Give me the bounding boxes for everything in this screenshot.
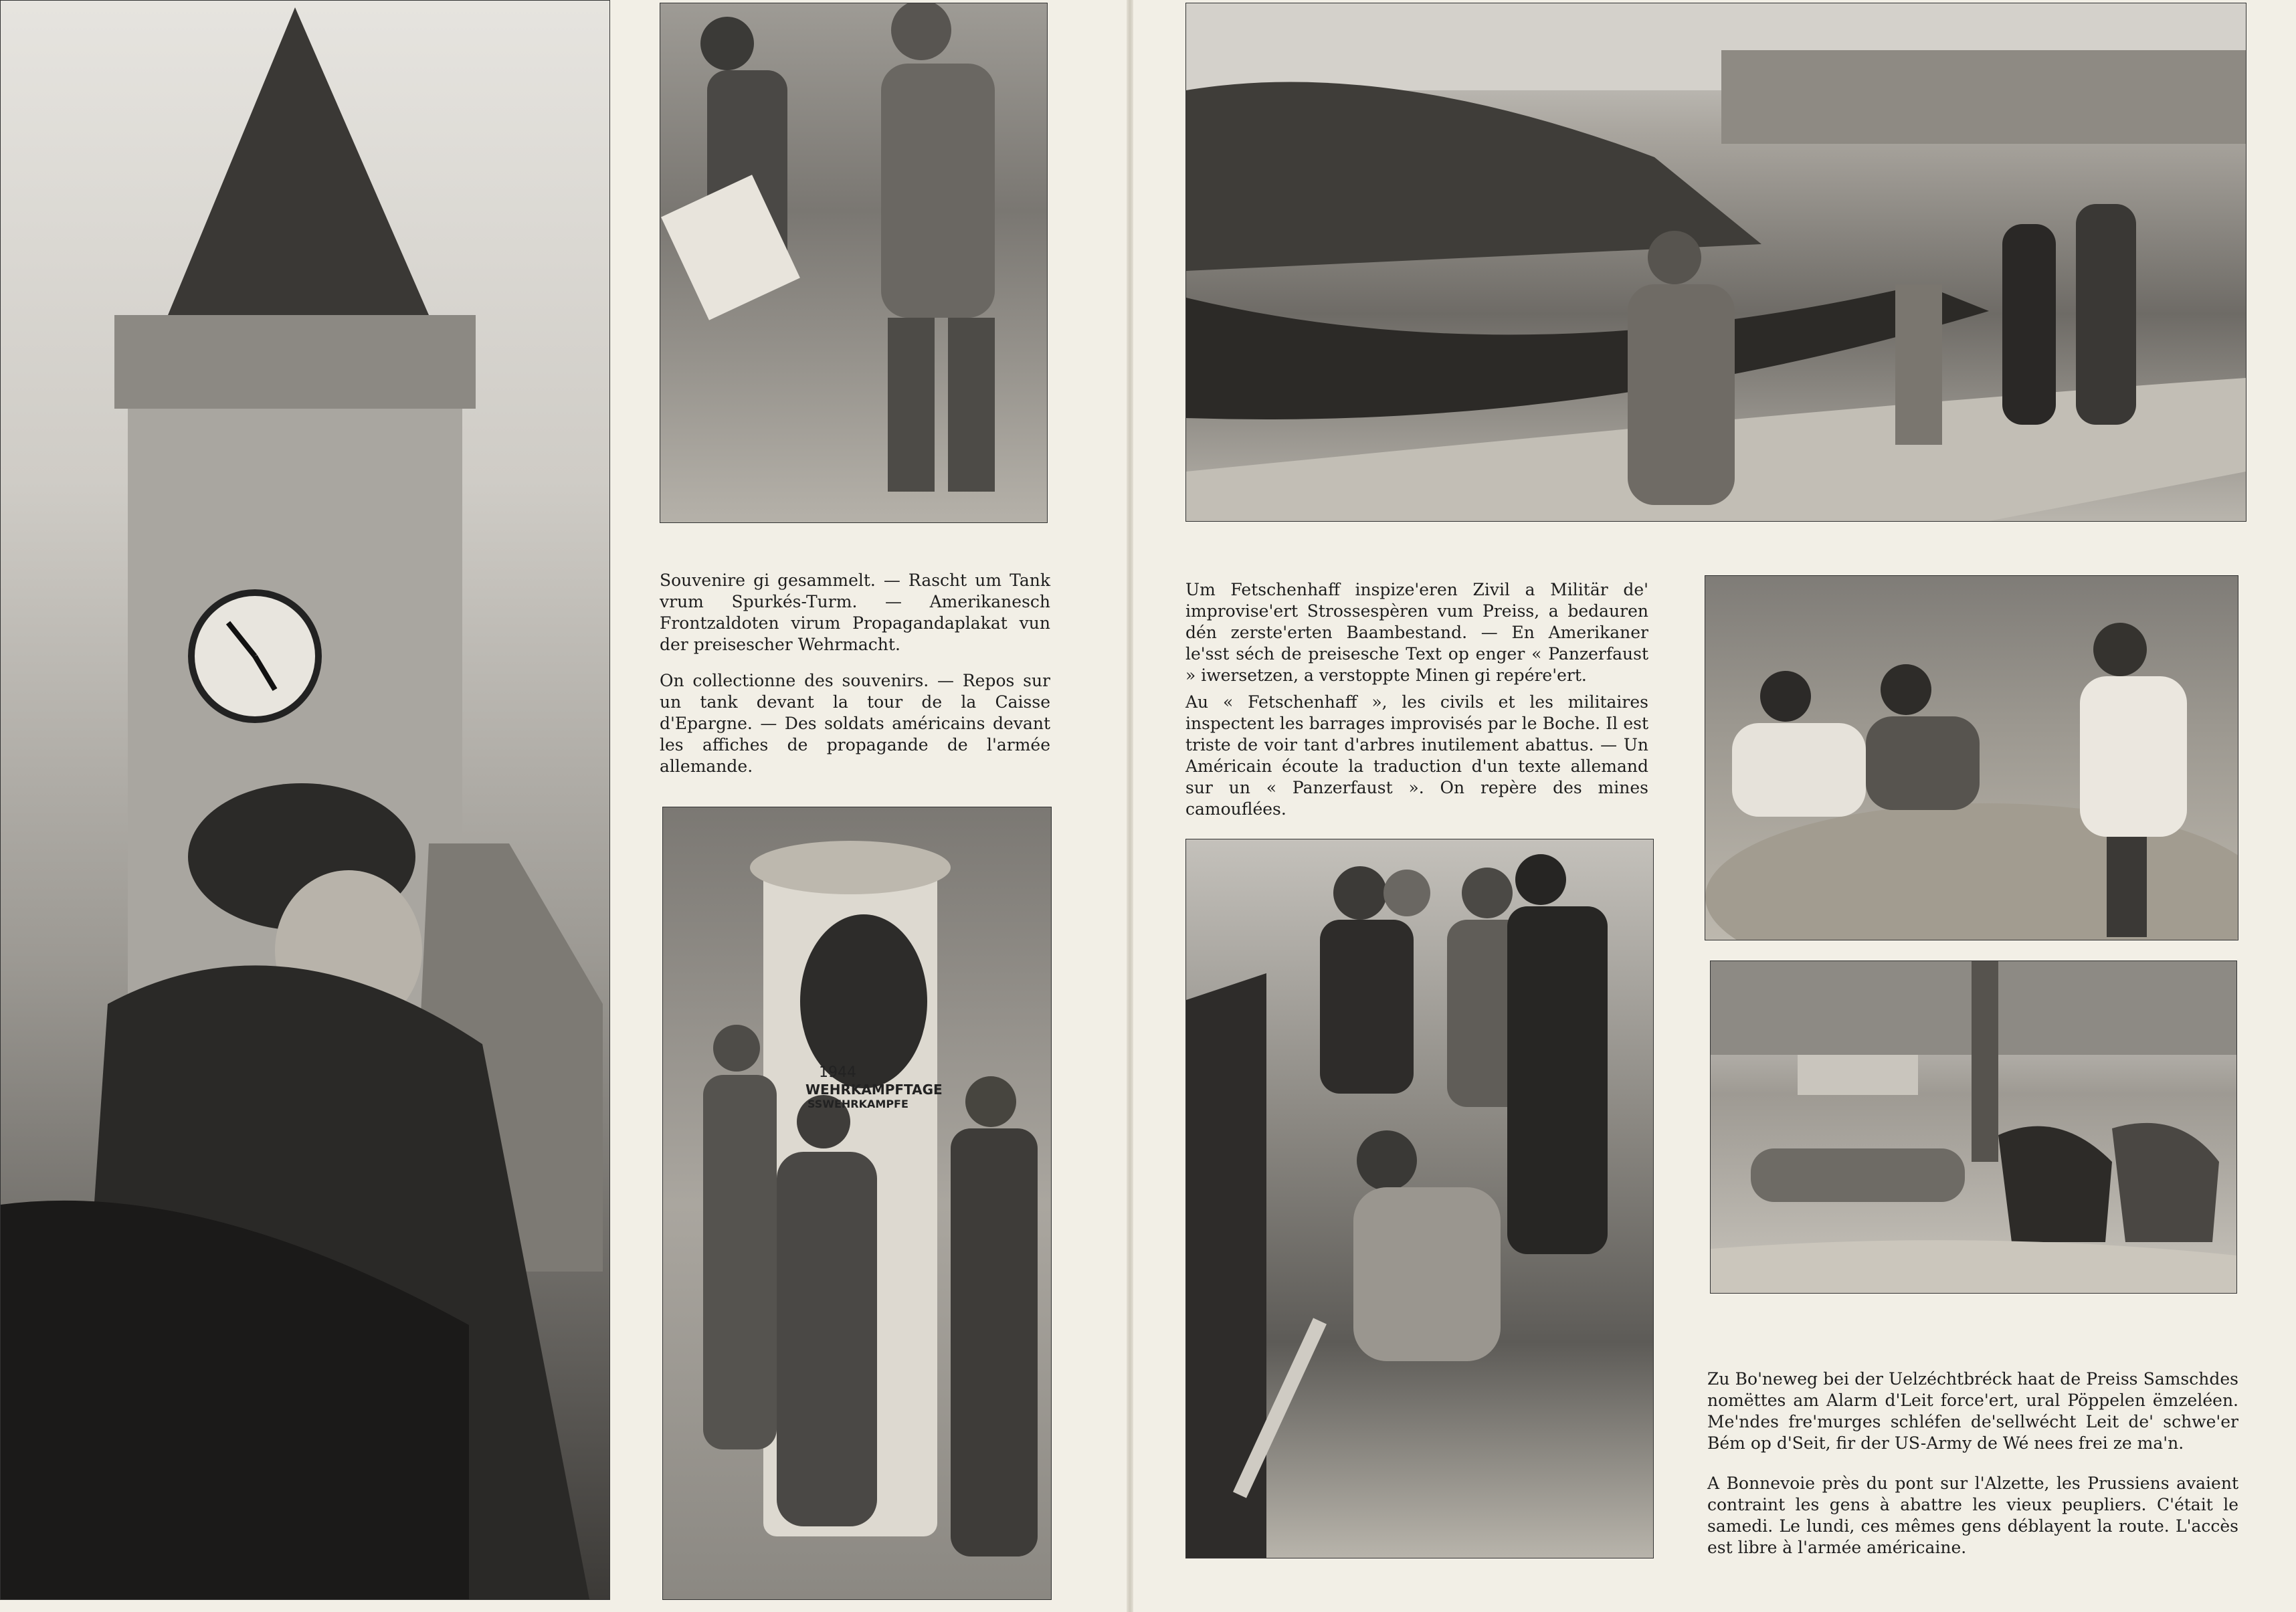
caption-right-bottom-lux: Zu Bo'neweg bei der Uelzéchtbréck haat de Preiss Samschdes nomëttes am Alarm d'Leit force'ert, ural Pöppelen ëmzeléen. Me'ndes fre'murges schléfen de'sellwécht Leit de' schwe'er Bém op d'Seit, fir der US-Army de Wé nees frei ze ma'n. <box>1707 1369 2238 1453</box>
caption-left-fr: On collectionne des souvenirs. — Repos sur un tank devant la tour de la Caisse d'Epargne. — Des soldats américains devant les affiches de propagande de l'armée allemande. <box>660 671 1050 776</box>
men-sawing-trunk-icon <box>1705 576 2238 940</box>
photo-mines-inspection <box>1185 839 1654 1558</box>
poster-column-icon <box>663 807 1051 1599</box>
photo-souvenirs <box>660 3 1048 523</box>
photo-fetschenhaff-barrier <box>1185 3 2246 522</box>
photo-poster-column <box>662 807 1052 1600</box>
caption-right-top-lux: Um Fetschenhaff inspize'eren Zivil a Militär de' improvise'ert Strossespèren vum Preiss, a bedauren dén zerste'erten Baambestand. — En Amerikaner le'sst séch de preisesche Text op enger « Panzerfaust » iwersetzen, a verstoppte Minen gi repére'ert. <box>1185 580 1648 685</box>
poster-year: 1944 <box>819 1064 856 1081</box>
photo-tree-felling <box>1705 575 2238 940</box>
fallen-tree-road-icon <box>1186 3 2246 521</box>
soldiers-souvenirs-icon <box>660 3 1047 522</box>
photo-tower-soldier <box>0 0 610 1600</box>
group-inspection-icon <box>1186 839 1653 1558</box>
poster-subtitle: SSWEHRKAMPFE <box>807 1098 908 1110</box>
poster-title: WEHRKAMPFTAGE <box>805 1082 943 1098</box>
photo-horses-hauling <box>1710 961 2237 1294</box>
tower-illustration-icon <box>1 1 609 1599</box>
caption-right-top-fr: Au « Fetschenhaff », les civils et les militaires inspectent les barrages improvisés par le Boche. Il est triste de voir tant d'arbres inutilement abattus. — Un Américain écoute la traduction d'un texte allemand sur un « Panzerfaust ». On repère des mines camouflées. <box>1185 692 1648 819</box>
page-fold <box>1127 0 1133 1612</box>
horses-log-icon <box>1711 961 2236 1293</box>
caption-right-bottom-fr: A Bonnevoie près du pont sur l'Alzette, les Prussiens avaient contraint les gens à abattre les vieux peupliers. C'était le samedi. Le lundi, ces mêmes gens déblayent la route. L'accès est libre à l'armée américaine. <box>1707 1474 2238 1557</box>
caption-left-lux: Souvenire gi gesammelt. — Rascht um Tank vrum Spurkés-Turm. — Amerikanesch Frontzaldoten virum Propagandaplakat vun der preisescher Wehrmacht. <box>660 571 1050 654</box>
